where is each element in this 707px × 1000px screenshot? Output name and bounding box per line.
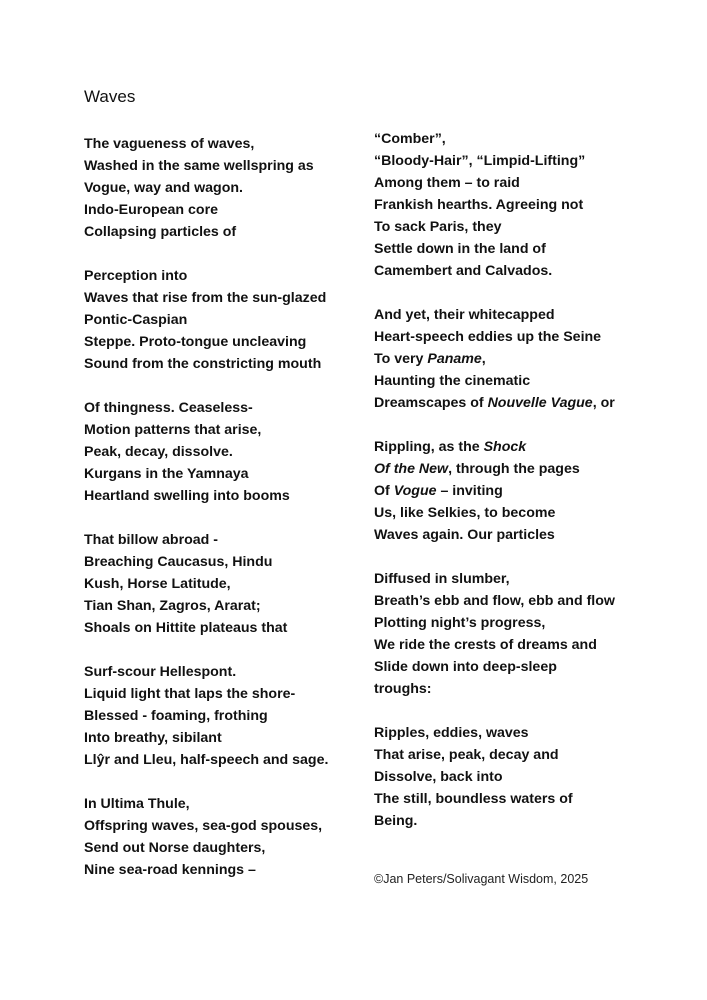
stanza — [374, 304, 674, 414]
poem-line: That billow abroad - — [84, 532, 218, 548]
poem-line: Blessed - foaming, frothing — [84, 708, 268, 724]
copyright-notice: ©Jan Peters/Solivagant Wisdom, 2025 — [374, 872, 589, 886]
stanza — [84, 661, 354, 771]
poem-line: Indo-European core — [84, 202, 219, 218]
text-run: Of — [374, 483, 394, 499]
poem-line: Heart-speech eddies up the Seine — [374, 329, 602, 345]
poem-line: Us, like Selkies, to become — [374, 505, 556, 521]
text-run: Dreamscapes of — [374, 395, 488, 411]
poem-line: Llŷr and Lleu, half-speech and sage. — [84, 752, 329, 768]
poem-column-right — [374, 128, 674, 854]
poem-line — [374, 348, 674, 370]
poem-title: Waves — [84, 87, 136, 106]
poem-line: Tian Shan, Zagros, Ararat; — [84, 598, 261, 614]
poem-line: Breaching Caucasus, Hindu — [84, 554, 273, 570]
poem-line: Plotting night’s progress, — [374, 615, 546, 631]
poem-line: “Comber”, — [374, 131, 446, 147]
poem-line — [374, 480, 674, 502]
text-run: Rippling, as the — [374, 439, 484, 455]
text-run: , through the pages — [448, 461, 580, 477]
poem-line: Sound from the constricting mouth — [84, 356, 322, 372]
italic-text: Shock — [483, 439, 527, 455]
poem-line: Send out Norse daughters, — [84, 840, 266, 856]
poem-column-left — [84, 133, 354, 903]
text-run: To very — [374, 351, 428, 367]
poem-line: Being. — [374, 813, 418, 829]
text-run: , or — [592, 395, 615, 411]
poem-line: Camembert and Calvados. — [374, 263, 553, 279]
text-run: , — [481, 351, 486, 367]
stanza — [84, 397, 354, 507]
poem-line: And yet, their whitecapped — [374, 307, 555, 323]
poem-line: troughs: — [374, 681, 432, 697]
poem-line: Waves again. Our particles — [374, 527, 555, 543]
poem-line: Dissolve, back into — [374, 769, 503, 785]
italic-text: Of the New — [374, 461, 449, 477]
poem-line: To sack Paris, they — [374, 219, 502, 235]
stanza — [84, 265, 354, 375]
poem-line: Motion patterns that arise, — [84, 422, 262, 438]
stanza — [84, 793, 354, 881]
poem-line: Washed in the same wellspring as — [84, 158, 314, 174]
poem-line: Steppe. Proto-tongue uncleaving — [84, 334, 307, 350]
poem-line: Perception into — [84, 268, 188, 284]
italic-text: Paname — [427, 351, 482, 367]
poem-line: Heartland swelling into booms — [84, 488, 290, 504]
poem-line: Collapsing particles of — [84, 224, 237, 240]
poem-line: We ride the crests of dreams and — [374, 637, 597, 653]
poem-line — [374, 392, 674, 414]
poem-line: Ripples, eddies, waves — [374, 725, 529, 741]
poem-line: Into breathy, sibilant — [84, 730, 222, 746]
poem-line — [374, 458, 674, 480]
stanza — [374, 722, 674, 832]
poem-line: “Bloody-Hair”, “Limpid-Lifting” — [374, 153, 586, 169]
poem-line: Waves that rise from the sun-glazed — [84, 290, 327, 306]
poem-line: Peak, decay, dissolve. — [84, 444, 233, 460]
poem-line: In Ultima Thule, — [84, 796, 190, 812]
poem-line: The vagueness of waves, — [84, 136, 255, 152]
poem-line: Offspring waves, sea-god spouses, — [84, 818, 323, 834]
poem-line: Pontic-Caspian — [84, 312, 188, 328]
poem-line: Kurgans in the Yamnaya — [84, 466, 249, 482]
poem-line: Frankish hearths. Agreeing not — [374, 197, 584, 213]
poem-line: The still, boundless waters of — [374, 791, 573, 807]
poem-line: Nine sea-road kennings – — [84, 862, 256, 878]
poem-line: Haunting the cinematic — [374, 373, 531, 389]
poem-line: Of thingness. Ceaseless- — [84, 400, 253, 416]
stanza — [84, 529, 354, 639]
poem-line: Shoals on Hittite plateaus that — [84, 620, 288, 636]
poem-line: Kush, Horse Latitude, — [84, 576, 231, 592]
italic-text: Vogue — [393, 483, 437, 499]
stanza — [374, 128, 674, 282]
text-run: – inviting — [436, 483, 503, 499]
poem-line: Breath’s ebb and flow, ebb and flow — [374, 593, 615, 609]
stanza — [374, 436, 674, 546]
stanza — [84, 133, 354, 243]
poem-line: Surf-scour Hellespont. — [84, 664, 237, 680]
poem-line: Among them – to raid — [374, 175, 520, 191]
poem-line: Settle down in the land of — [374, 241, 546, 257]
poem-line: Diffused in slumber, — [374, 571, 510, 587]
poem-line — [374, 436, 674, 458]
poem-line: Liquid light that laps the shore- — [84, 686, 296, 702]
stanza — [374, 568, 674, 700]
italic-text: Nouvelle Vague — [487, 395, 593, 411]
poem-line: That arise, peak, decay and — [374, 747, 559, 763]
poem-line: Vogue, way and wagon. — [84, 180, 243, 196]
poem-line: Slide down into deep-sleep — [374, 659, 557, 675]
